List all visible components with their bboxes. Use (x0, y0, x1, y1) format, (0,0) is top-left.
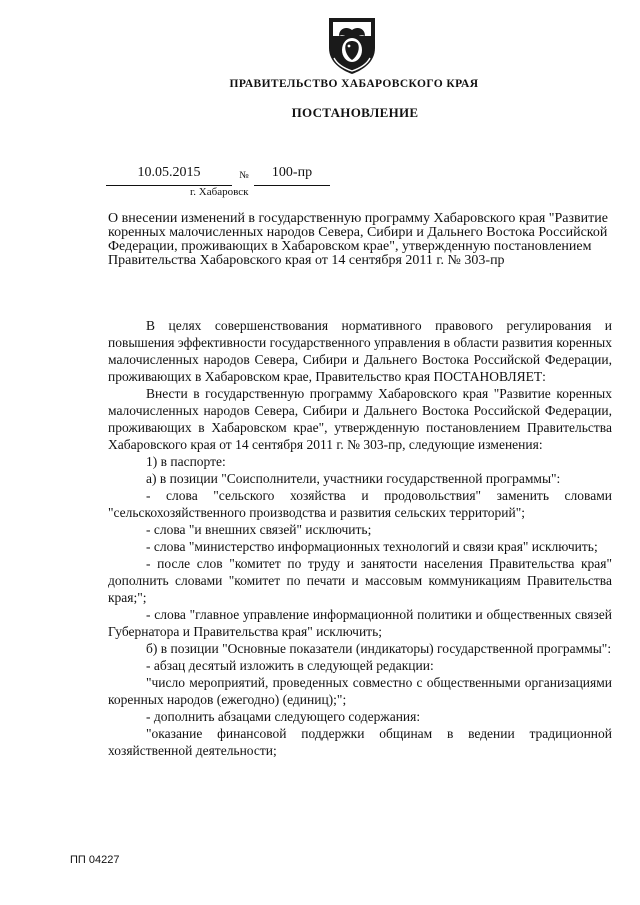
number-sign: № (239, 170, 249, 181)
decree-subject: О внесении изменений в государственную программу Хабаровского края "Развитие коренных малочисленных народов Севера, Сибири и Дальнего Востока Российской Федерации, проживающих в Хабаровском крае", утвержденную постановлением Правительства Хабаровского края от 14 сентября 2011 г. № 303-пр (108, 211, 608, 268)
paragraph: "число мероприятий, проведенных совместно с общественными организациями коренных народов (ежегодно) (единиц);"; (108, 675, 612, 707)
decree-body (108, 317, 612, 759)
government-name: ПРАВИТЕЛЬСТВО ХАБАРОВСКОГО КРАЯ (229, 78, 479, 90)
decree-number: 100-пр (254, 165, 330, 186)
paragraph: - слова "и внешних связей" исключить; (146, 522, 372, 537)
paragraph: В целях совершенствования нормативного правового регулирования и повышения эффективности государственного управления в области развития коренных малочисленных народов Севера, Сибири и Дальнего Востока Российской Федерации, проживающих в Хабаровском крае, Правительство края ПОСТАНОВЛЯЕТ: (108, 318, 612, 384)
paragraph: - абзац десятый изложить в следующей редакции: (146, 658, 434, 673)
paragraph: 1) в паспорте: (146, 454, 226, 469)
city: г. Хабаровск (190, 186, 249, 198)
document-type: ПОСТАНОВЛЕНИЕ (291, 105, 419, 120)
coat-of-arms-icon (325, 14, 379, 76)
paragraph: - слова "сельского хозяйства и продовольствия" заменить словами "сельскохозяйственного производства и развития сельских территорий"; (108, 488, 612, 520)
paragraph: а) в позиции "Соисполнители, участники государственной программы": (146, 471, 561, 486)
paragraph: - дополнить абзацами следующего содержания: (146, 709, 421, 724)
paragraph: - слова "министерство информационных технологий и связи края" исключить; (146, 539, 598, 554)
paragraph: "оказание финансовой поддержки общинам в ведении традиционной хозяйственной деятельности; (108, 726, 612, 758)
document-code: ПП 04227 (70, 854, 120, 866)
paragraph: - после слов "комитет по труду и занятости населения Правительства края" дополнить словами "комитет по печати и массовым коммуникациям Правительства края;"; (108, 556, 612, 605)
paragraph: б) в позиции "Основные показатели (индикаторы) государственной программы": (146, 641, 612, 656)
paragraph: - слова "главное управление информационной политики и общественных связей Губернатора и Правительства края" исключить; (108, 607, 612, 639)
decree-date: 10.05.2015 (106, 165, 232, 186)
paragraph: Внести в государственную программу Хабаровского края "Развитие коренных малочисленных народов Севера, Сибири и Дальнего Востока Российской Федерации, проживающих в Хабаровском крае", утвержденную постановлением Правительства Хабаровского края от 14 сентября 2011 г. № 303-пр, следующие изменения: (108, 386, 612, 452)
